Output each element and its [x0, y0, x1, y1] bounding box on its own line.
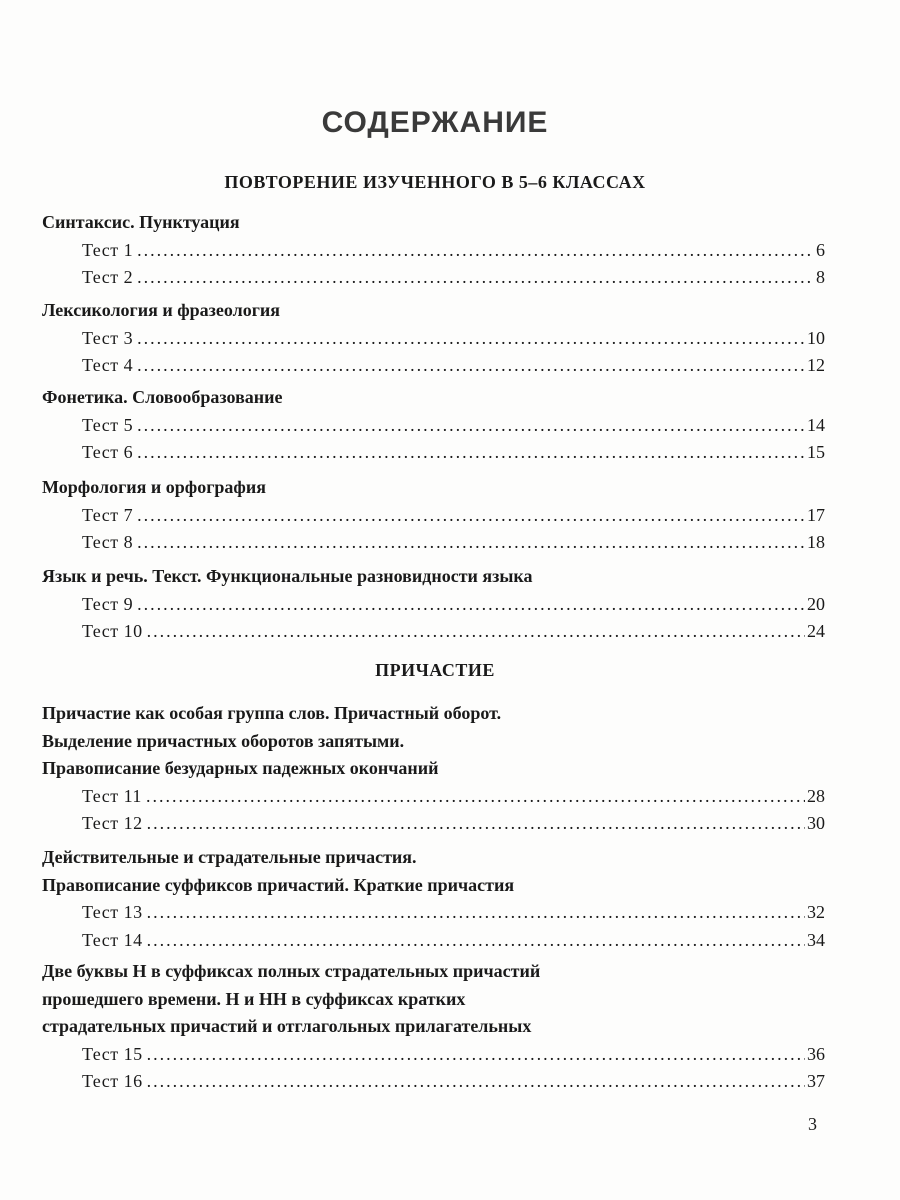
section-title: Правописание безударных падежных окончаний	[42, 758, 439, 778]
section-title: страдательных причастий и отглагольных прилагательных	[42, 1016, 532, 1036]
test-page: 28	[807, 785, 825, 806]
section-title: прошедшего времени. Н и НН в суффиксах кратких	[42, 988, 466, 1009]
toc-entry[interactable]	[82, 266, 825, 288]
part-heading: ПРИЧАСТИЕ	[375, 660, 495, 680]
section-title: Выделение причастных оборотов запятыми.	[42, 730, 405, 751]
toc-entry[interactable]	[82, 1070, 825, 1092]
section-title: Синтаксис. Пунктуация	[42, 212, 240, 232]
toc-entry[interactable]	[82, 414, 825, 436]
test-label: Тест 12	[82, 813, 143, 833]
toc-entry[interactable]	[82, 441, 825, 463]
toc-entry[interactable]	[82, 354, 825, 376]
dot-leader	[137, 441, 805, 463]
test-page: 36	[807, 1043, 825, 1064]
dot-leader	[146, 785, 805, 807]
test-label: Тест 6	[82, 442, 134, 462]
test-label: Тест 9	[82, 593, 134, 614]
section-title: Фонетика. Словообразование	[42, 387, 283, 407]
dot-leader	[147, 1043, 805, 1065]
toc-entry[interactable]	[82, 929, 825, 951]
section-title: Действительные и страдательные причастия.	[42, 847, 417, 867]
test-page: 8	[816, 267, 825, 287]
test-page: 20	[807, 593, 825, 614]
toc-entry[interactable]	[82, 504, 825, 526]
test-page: 6	[816, 239, 825, 260]
test-page: 34	[807, 929, 825, 950]
test-label: Тест 7	[82, 504, 134, 525]
test-page: 12	[807, 355, 825, 375]
toc-entry[interactable]	[82, 239, 825, 261]
dot-leader	[137, 327, 805, 349]
test-page: 17	[807, 504, 825, 525]
dot-leader	[137, 239, 814, 261]
toc-entry[interactable]	[82, 785, 825, 807]
test-label: Тест 10	[82, 621, 143, 641]
toc-entry[interactable]	[82, 620, 825, 642]
section-title: Две буквы Н в суффиксах полных страдательных причастий	[42, 961, 541, 981]
test-page: 30	[807, 813, 825, 833]
dot-leader	[147, 901, 805, 923]
dot-leader	[147, 812, 805, 834]
section-title: Язык и речь. Текст. Функциональные разновидности языка	[42, 566, 533, 586]
test-label: Тест 11	[82, 785, 142, 806]
toc-entry[interactable]	[82, 327, 825, 349]
section-title: Морфология и орфография	[42, 477, 266, 497]
test-page: 32	[807, 902, 825, 922]
dot-leader	[137, 593, 805, 615]
page-number: 3	[808, 1114, 817, 1134]
toc-entry[interactable]	[82, 901, 825, 923]
test-label: Тест 5	[82, 414, 134, 435]
toc-entry[interactable]	[82, 531, 825, 553]
page-title: СОДЕРЖАНИЕ	[321, 106, 549, 139]
dot-leader	[147, 1070, 805, 1092]
test-label: Тест 13	[82, 902, 143, 922]
test-page: 37	[807, 1071, 825, 1091]
part-heading: ПОВТОРЕНИЕ ИЗУЧЕННОГО В 5–6 КЛАССАХ	[224, 172, 646, 192]
toc-entry[interactable]	[82, 1043, 825, 1065]
test-page: 24	[807, 621, 825, 641]
test-page: 10	[807, 327, 825, 348]
dot-leader	[147, 929, 805, 951]
test-page: 15	[807, 442, 825, 462]
dot-leader	[137, 414, 805, 436]
section-title: Причастие как особая группа слов. Причастный оборот.	[42, 703, 502, 723]
toc-entry[interactable]	[82, 593, 825, 615]
dot-leader	[137, 531, 805, 553]
dot-leader	[137, 354, 805, 376]
test-label: Тест 3	[82, 327, 134, 348]
test-page: 14	[807, 414, 825, 435]
section-title: Правописание суффиксов причастий. Краткие причастия	[42, 874, 515, 895]
section-title: Лексикология и фразеология	[42, 300, 281, 320]
dot-leader	[137, 266, 814, 288]
test-label: Тест 8	[82, 532, 134, 552]
dot-leader	[147, 620, 805, 642]
test-label: Тест 1	[82, 239, 134, 260]
toc-entry[interactable]	[82, 812, 825, 834]
test-label: Тест 4	[82, 355, 134, 375]
dot-leader	[137, 504, 805, 526]
test-label: Тест 14	[82, 929, 143, 950]
test-label: Тест 2	[82, 267, 134, 287]
test-label: Тест 15	[82, 1043, 143, 1064]
test-label: Тест 16	[82, 1071, 143, 1091]
test-page: 18	[807, 532, 825, 552]
